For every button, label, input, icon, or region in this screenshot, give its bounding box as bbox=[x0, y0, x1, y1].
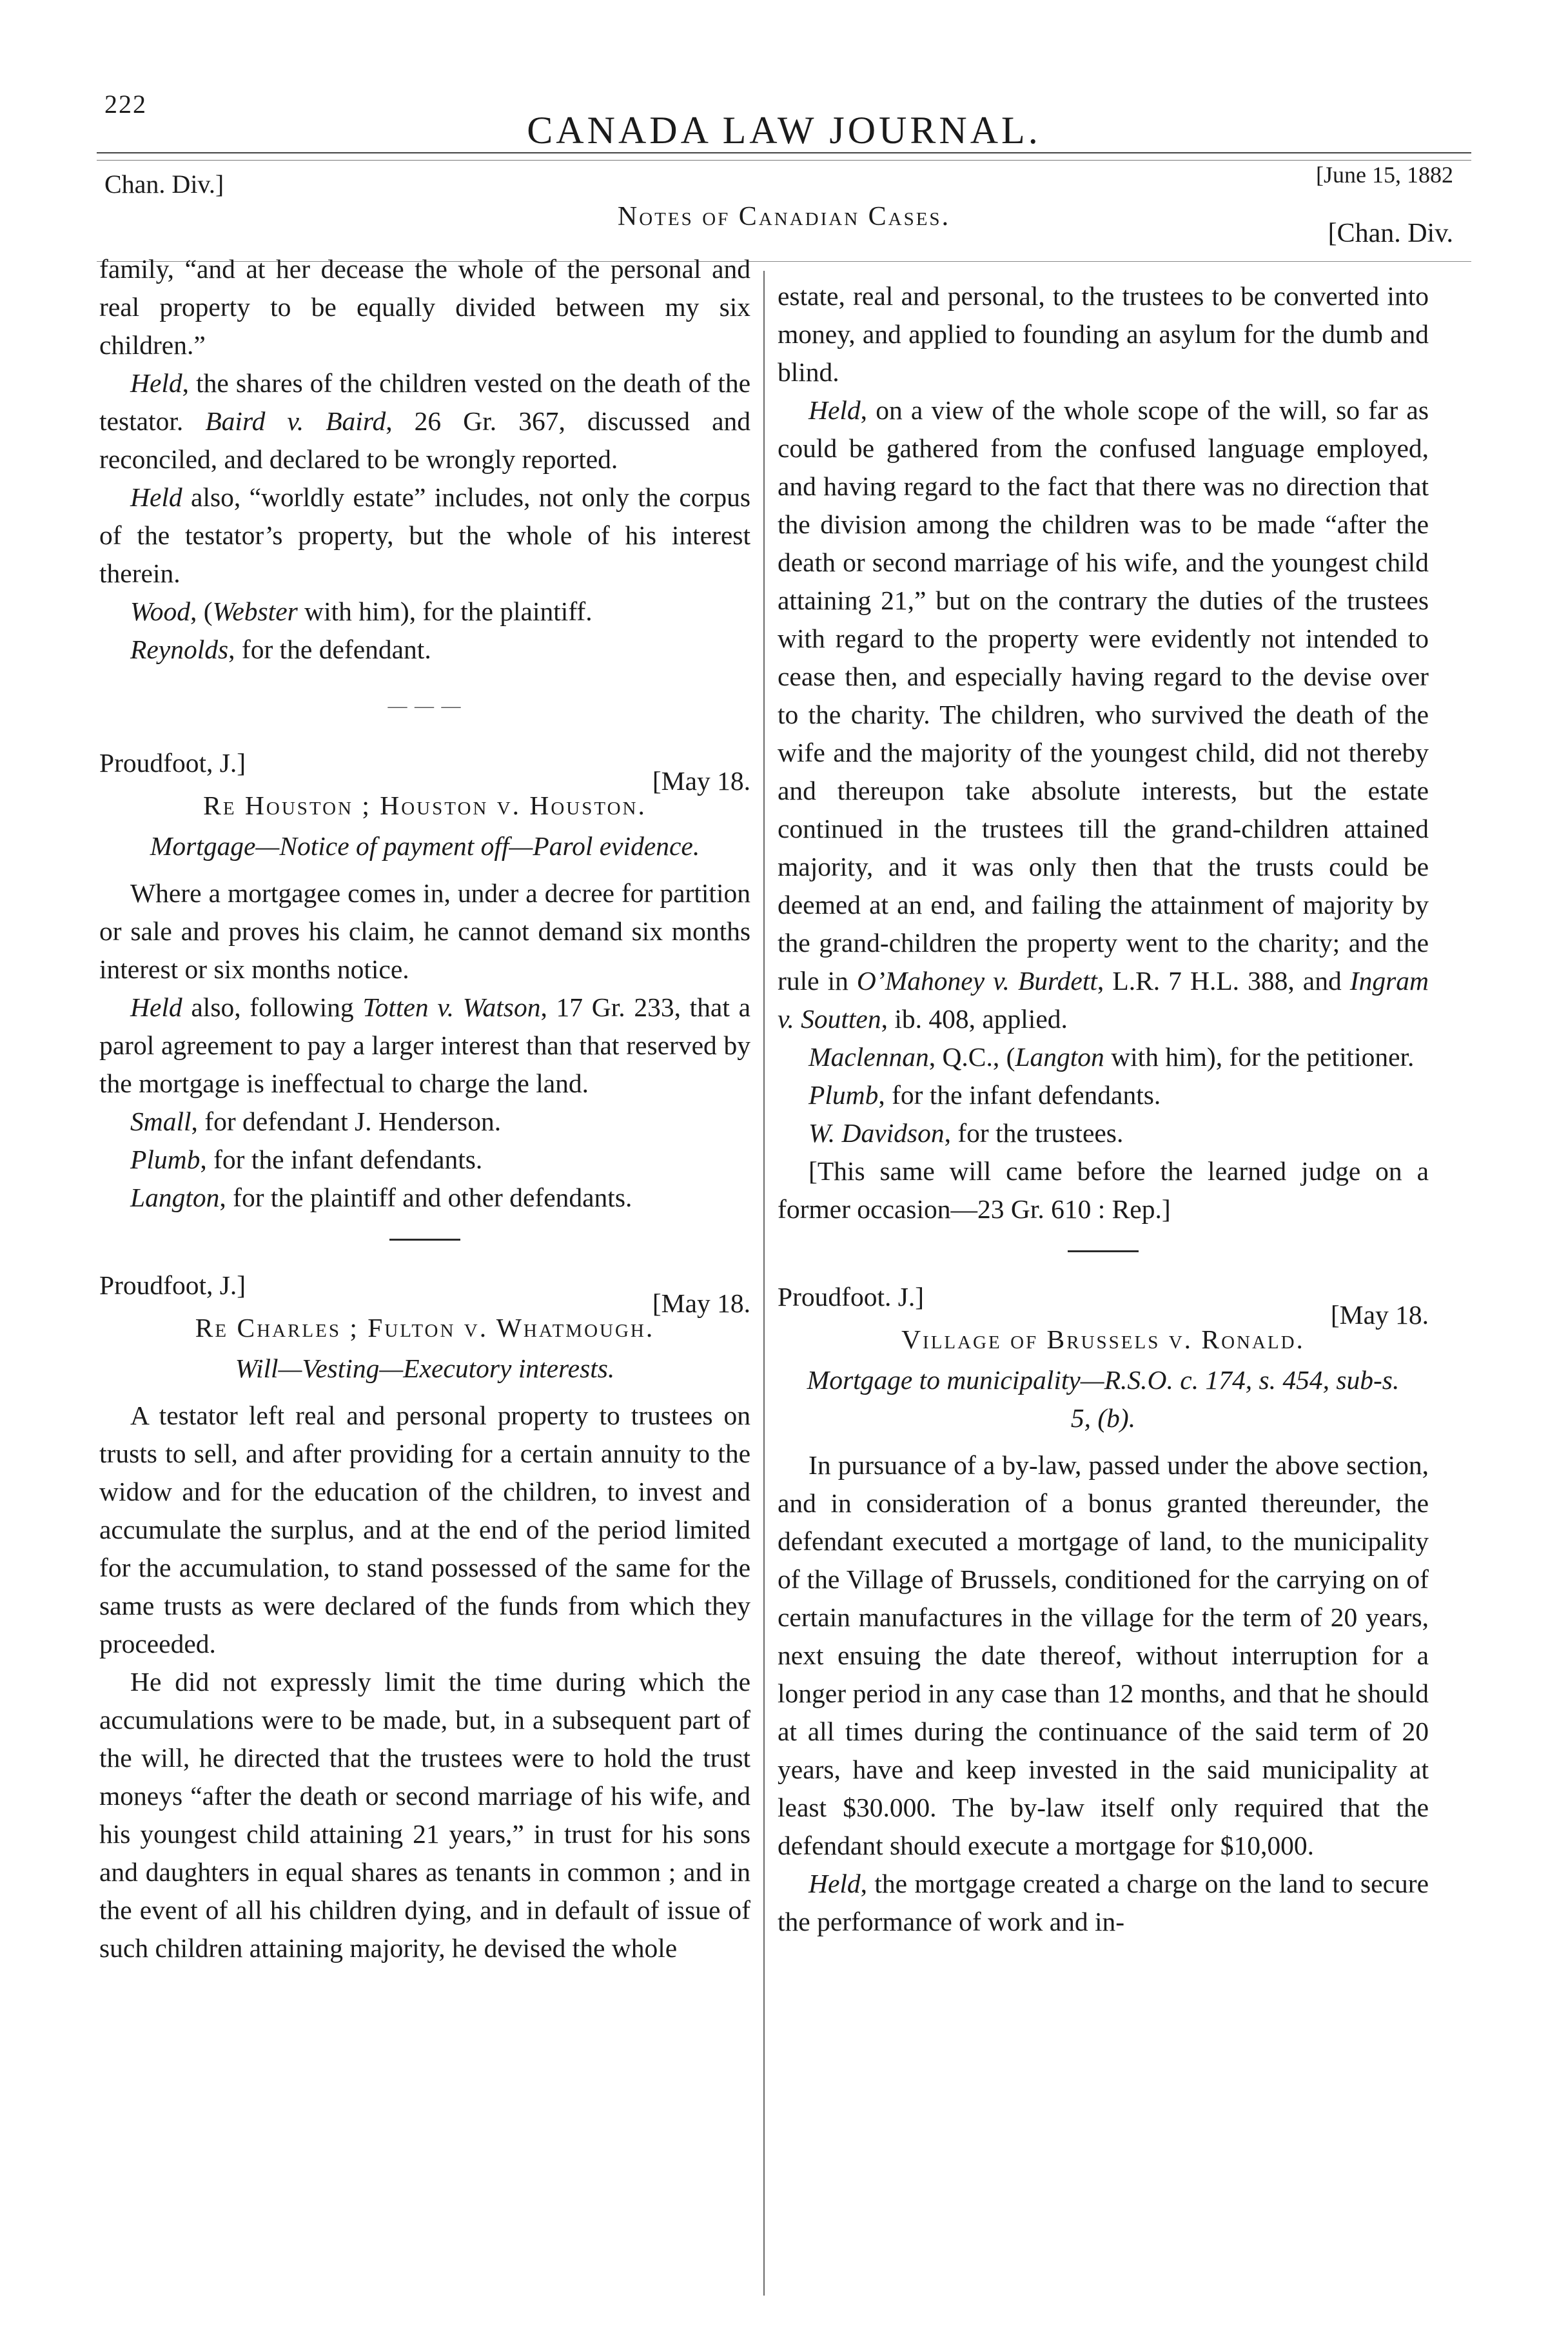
counsel-line: Plumb, for the infant defendants. bbox=[130, 1145, 483, 1174]
counsel-line: W. Davidson, for the trustees. bbox=[808, 1118, 1124, 1148]
judge-name: Proudfoot, J.] bbox=[99, 748, 246, 778]
case-subject: Mortgage to municipality—R.S.O. c. 174, s. 454, sub-s. 5, (b). bbox=[807, 1365, 1400, 1433]
division-right: [Chan. Div. bbox=[1328, 219, 1453, 248]
holding-paragraph: Held also, “worldly estate” includes, not only the corpus of the testator’s property, but the whole of his interest therein. bbox=[99, 482, 750, 588]
case-title: Re Charles ; Fulton v. Whatmough. bbox=[195, 1313, 655, 1343]
counsel-line: Small, for defendant J. Henderson. bbox=[130, 1107, 502, 1136]
counsel-line: Langton, for the plaintiff and other defendants. bbox=[130, 1183, 632, 1212]
issue-date: [June 15, 1882 bbox=[1316, 162, 1453, 188]
case-citation: Ingram v. Soutten bbox=[778, 966, 1429, 1034]
case-date: [May 18. bbox=[652, 1288, 750, 1318]
paragraph: Where a mortgagee comes in, under a decree for partition or sale and proves his claim, he cannot demand six months interest or six months notice. bbox=[99, 878, 750, 984]
header-rule-top bbox=[97, 152, 1471, 153]
case-subject: Will—Vesting—Executory interests. bbox=[235, 1353, 615, 1383]
case-separator-rule bbox=[1068, 1250, 1139, 1252]
case-title: Re Houston ; Houston v. Houston. bbox=[203, 791, 647, 820]
section-title: Notes of Canadian Cases. bbox=[617, 202, 951, 231]
holding-paragraph: Held, on a view of the whole scope of the will, so far as could be gathered from the confused language employed, and having regard to the fact that there was no direction that the division among the children was to be made “after the death or second marriage of his wife, and the youngest child attaining 21,” but on the contrary the duties of the trustees with regard to the property were evidently not intended to cease then, and especially having regard to the devise over to the charity. The children, who survived the death of the wife and the majority of the youngest child, did not thereby and thereupon take absolute interests, but the estate continued in the trustees till the grand-children attained majority, and it was only then that the trusts could be deemed at an end, and failing the attainment of majority by the grand-children the property went to the charity; and the rule in O’Mahoney v. Burdett, L.R. 7 H.L. 388, and Ingram v. Soutten, ib. 408, applied. bbox=[778, 395, 1429, 1034]
holding-paragraph: Held, the shares of the children vested on the death of the testator. Baird v. Baird, 26 Gr. 367, discussed and reconciled, and declared to be wrongly reported. bbox=[99, 368, 750, 474]
counsel-line: Maclennan, Q.C., (Langton with him), for the petitioner. bbox=[808, 1042, 1415, 1072]
case-citation: Baird v. Baird bbox=[205, 406, 386, 436]
case-citation: O’Mahoney v. Burdett bbox=[856, 966, 1097, 996]
held-label: Held bbox=[808, 1869, 861, 1898]
header-rule-double bbox=[97, 160, 1471, 161]
case-title: Village of Brussels v. Ronald. bbox=[901, 1324, 1305, 1354]
left-column bbox=[99, 232, 750, 1967]
holding-paragraph: Held, the mortgage created a charge on the land to secure the performance of work and in- bbox=[778, 1869, 1429, 1936]
judge-name: Proudfoot, J.] bbox=[99, 1270, 246, 1300]
case-separator: — — — bbox=[387, 695, 462, 716]
case-date: [May 18. bbox=[652, 766, 750, 796]
paragraph: family, “and at her decease the whole of the personal and real property to be equally divided between my six children.” bbox=[99, 254, 750, 360]
journal-title: CANADA LAW JOURNAL. bbox=[527, 109, 1041, 152]
case-citation: Totten v. Watson bbox=[362, 992, 541, 1022]
held-label: Held bbox=[130, 482, 182, 512]
case-heading bbox=[99, 744, 750, 796]
case-date: [May 18. bbox=[1330, 1300, 1429, 1330]
holding-paragraph: Held also, following Totten v. Watson, 17 Gr. 233, that a parol agreement to pay a larger interest than that reserved by the mortgage is ineffectual to charge the land. bbox=[99, 992, 750, 1098]
right-column bbox=[778, 277, 1429, 1941]
paragraph: A testator left real and personal property to trustees on trusts to sell, and after providing for a certain annuity to the widow and for the education of the children, to invest and accumulate the surplus, and at the end of the period limited for the accumulation, to stand possessed of the same for the same trusts as were declared of the funds from which they proceeded. bbox=[99, 1401, 750, 1658]
page-number: 222 bbox=[104, 90, 147, 119]
case-subject: Mortgage—Notice of payment off—Parol evidence. bbox=[150, 831, 700, 861]
paragraph: He did not expressly limit the time during which the accumulations were to be made, but, in a subsequent part of the will, he directed that the trustees were to hold the trust moneys “after the death or second marriage of his wife, and his youngest child attaining 21 years,” in trust for his sons and daughters in equal shares as tenants in common ; and in the event of all his children dying, and in default of issue of such children attaining majority, he devised the whole bbox=[99, 1667, 750, 1963]
case-heading bbox=[99, 1266, 750, 1318]
case-heading bbox=[778, 1278, 1429, 1330]
counsel-line: Plumb, for the infant defendants. bbox=[808, 1080, 1161, 1110]
counsel-line: Wood, (Webster with him), for the plaintiff. bbox=[130, 596, 593, 626]
paragraph: estate, real and personal, to the trustees to be converted into money, and applied to founding an asylum for the dumb and blind. bbox=[778, 281, 1429, 387]
division-left: Chan. Div.] bbox=[104, 170, 224, 199]
judge-name: Proudfoot. J.] bbox=[778, 1282, 925, 1312]
paragraph: In pursuance of a by-law, passed under the above section, and in consideration of a bonus granted thereunder, the defendant executed a mortgage of land, to the municipality of the Village of Brussels, conditioned for the carrying on of certain manufactures in the village for the term of 20 years, next ensuing the date thereof, without interruption for a longer period in any case than 12 months, and that he should at all times during the continuance of the said term of 20 years, have and keep invested in the said municipality at least $30.000. The by-law itself only required that the defendant should execute a mortgage for $10,000. bbox=[778, 1450, 1429, 1860]
reporter-note: [This same will came before the learned judge on a former occasion—23 Gr. 610 : Rep.] bbox=[778, 1156, 1429, 1224]
held-label: Held bbox=[130, 992, 182, 1022]
held-label: Held bbox=[130, 368, 182, 398]
case-separator-rule bbox=[389, 1239, 460, 1241]
counsel-line: Reynolds, for the defendant. bbox=[130, 635, 431, 664]
column-divider bbox=[763, 271, 765, 2296]
held-label: Held bbox=[808, 395, 861, 425]
